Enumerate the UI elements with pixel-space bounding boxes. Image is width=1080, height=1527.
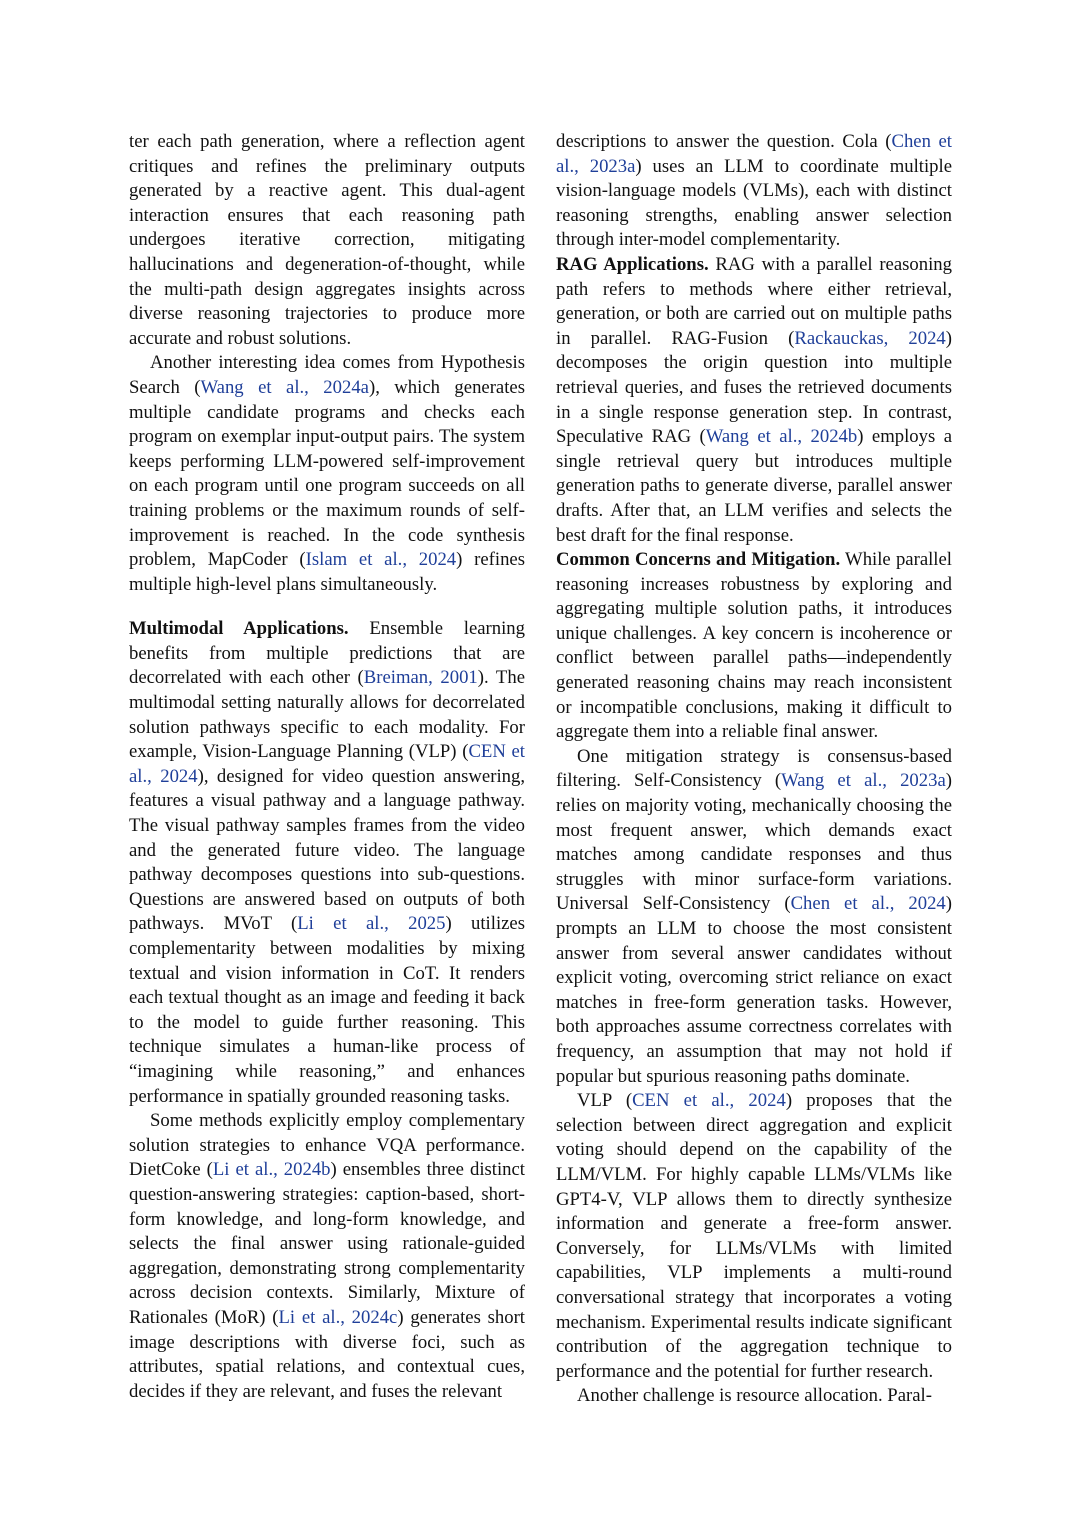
section-heading: Multimodal Applications.	[129, 618, 349, 640]
text: ), which generates multiple candidate programs and checks each program on exemplar input-output pairs. The system keeps performing LLM-powered self-improvement on each program until one program succeeds on all training problems or the maximum rounds of self-improvement is reached. In the code synthesis problem, MapCoder (	[129, 376, 525, 571]
text: ) decomposes the origin question into multiple retrieval queries, and fuses the retrieved documents in a single response generation step. In contrast, Speculative RAG (	[556, 327, 952, 448]
text: Some methods explicitly employ complementary solution strategies to enhance VQA performance. DietCoke (	[129, 1110, 525, 1181]
citation-link[interactable]: CEN et al., 2024	[632, 1090, 786, 1112]
paragraph-cola	[556, 130, 952, 253]
citation-link[interactable]: Chen et al., 2024	[790, 893, 946, 915]
citation-link[interactable]: Wang et al., 2024a	[200, 376, 369, 398]
text: ) proposes that the selection between direct aggregation and explicit voting should depend on the capability of the LLM/VLM. For highly capable LLMs/VLMs like GPT4-V, VLP allows them to directly synthesize information and generate a free-form answer. Conversely, for LLMs/VLMs with limited capabilities, VLP implements a multi-round conversational strategy that incorporates a voting mechanism. Experimental results indicate significant contribution of the aggregation technique to performance and the potential for further research.	[556, 1090, 952, 1382]
citation-link[interactable]: Wang et al., 2023a	[781, 770, 946, 792]
text: ), designed for video question answering, features a visual pathway and a language pathway. The visual pathway samples frames from the video and the generated future video. The language pathway decomposes questions into sub-questions. Questions are answered based on outputs of both pathways. MVoT (	[129, 765, 525, 935]
text: ) prompts an LLM to choose the most consistent answer from several answer candidates without explicit voting, overcoming strict reliance on exact matches in free-form generation tasks. However, both approaches assume correctness correlates with frequency, an assumption that may not hold if popular but spurious reasoning paths dominate.	[556, 893, 953, 1087]
paragraph-resource-allocation	[556, 1384, 952, 1409]
text: ) uses an LLM to coordinate multiple vision-language models (VLMs), each with distinct reasoning strengths, enabling answer selection through inter-model complementarity.	[556, 155, 952, 251]
text: One mitigation strategy is consensus-based filtering. Self-Consistency (	[556, 745, 952, 792]
text: ). The multimodal setting naturally allows for decorrelated solution pathways specific to each modality. For example, Vision-Language Planning (VLP) (	[129, 667, 525, 763]
text: ) employs a single retrieval query but introduces multiple generation paths to generate diverse, parallel answer drafts. After that, an LLM verifies and selects the best draft for the final response.	[556, 426, 952, 546]
text: Ensemble learning benefits from multiple predictions that are decorrelated with each other (	[129, 618, 525, 689]
section-heading: RAG Applications.	[556, 253, 709, 275]
citation-link[interactable]: CEN et al., 2024	[129, 741, 525, 787]
citation-link[interactable]: Breiman, 2001	[363, 667, 478, 689]
text: While parallel reasoning increases robustness by exploring and aggregating multiple solution paths, it introduces unique challenges. A key concern is incoherence or conflict between parallel paths—independently generated reasoning chains may reach inconsistent or incompatible conclusions, making it difficult to aggregate them into a reliable final answer.	[556, 549, 952, 743]
text: Another challenge is resource allocation. Paral-	[577, 1385, 932, 1407]
paragraph-consensus-filtering	[556, 745, 952, 1089]
right-column	[556, 130, 952, 1409]
text: ter each path generation, where a reflection agent critiques and refines the preliminary outputs generated by a reactive agent. This dual-agent interaction ensures that each reasoning path undergoes iterative correction, mitigating hallucinations and degeneration-of-thought, while the multi-path design aggregates insights across diverse reasoning trajectories to produce more accurate and robust solutions.	[129, 131, 525, 349]
citation-link[interactable]: Rackauckas, 2024	[794, 327, 946, 349]
left-column	[129, 130, 525, 1404]
section-heading: Common Concerns and Mitigation.	[556, 549, 841, 571]
citation-link[interactable]: Li et al., 2024c	[278, 1306, 398, 1328]
text: RAG with a parallel reasoning path refers to methods where either retrieval, generation, or both are carried out on multiple paths in parallel. RAG-Fusion (	[556, 253, 952, 349]
paragraph-vqa-methods	[129, 1109, 525, 1404]
text: Another interesting idea comes from Hypothesis Search (	[129, 352, 525, 398]
citation-link[interactable]: Chen et al., 2023a	[556, 131, 952, 177]
paragraph-multimodal-applications	[129, 617, 525, 1109]
text: ) refines multiple high-level plans simultaneously.	[129, 549, 525, 595]
paragraph-hypothesis-search	[129, 351, 525, 597]
text: ) utilizes complementarity between modalities by mixing textual and vision information in CoT. It renders each textual thought as an image and feeding it back to the model to guide further reasoning. This technique simulates a human-like process of “imagining while reasoning,” and enhances performance in spatially grounded reasoning tasks.	[129, 913, 525, 1107]
paragraph-common-concerns	[556, 548, 952, 745]
paragraph-reflection-agent	[129, 130, 525, 351]
citation-link[interactable]: Li et al., 2024b	[212, 1159, 331, 1181]
text: descriptions to answer the question. Cola (	[556, 131, 892, 152]
text: VLP (	[577, 1090, 633, 1112]
citation-link[interactable]: Islam et al., 2024	[305, 549, 457, 571]
paragraph-vlp-aggregation	[556, 1089, 952, 1384]
text: ) generates short image descriptions with diverse foci, such as attributes, spatial relations, and contextual cues, decides if they are relevant, and fuses the relevant	[129, 1306, 525, 1402]
text: ) relies on majority voting, mechanically choosing the most frequent answer, which demands exact matches among candidate responses and thus struggles with minor surface-form variations. Universal Self-Consistency (	[556, 770, 952, 915]
citation-link[interactable]: Wang et al., 2024b	[705, 426, 858, 448]
text: ) ensembles three distinct question-answering strategies: caption-based, short-form knowledge, and long-form knowledge, and selects the final answer using rationale-guided aggregation, demonstrating strong complementarity across decision contexts. Similarly, Mixture of Rationales (MoR) (	[129, 1159, 525, 1328]
citation-link[interactable]: Li et al., 2025	[297, 913, 446, 935]
paragraph-rag-applications	[556, 253, 952, 548]
